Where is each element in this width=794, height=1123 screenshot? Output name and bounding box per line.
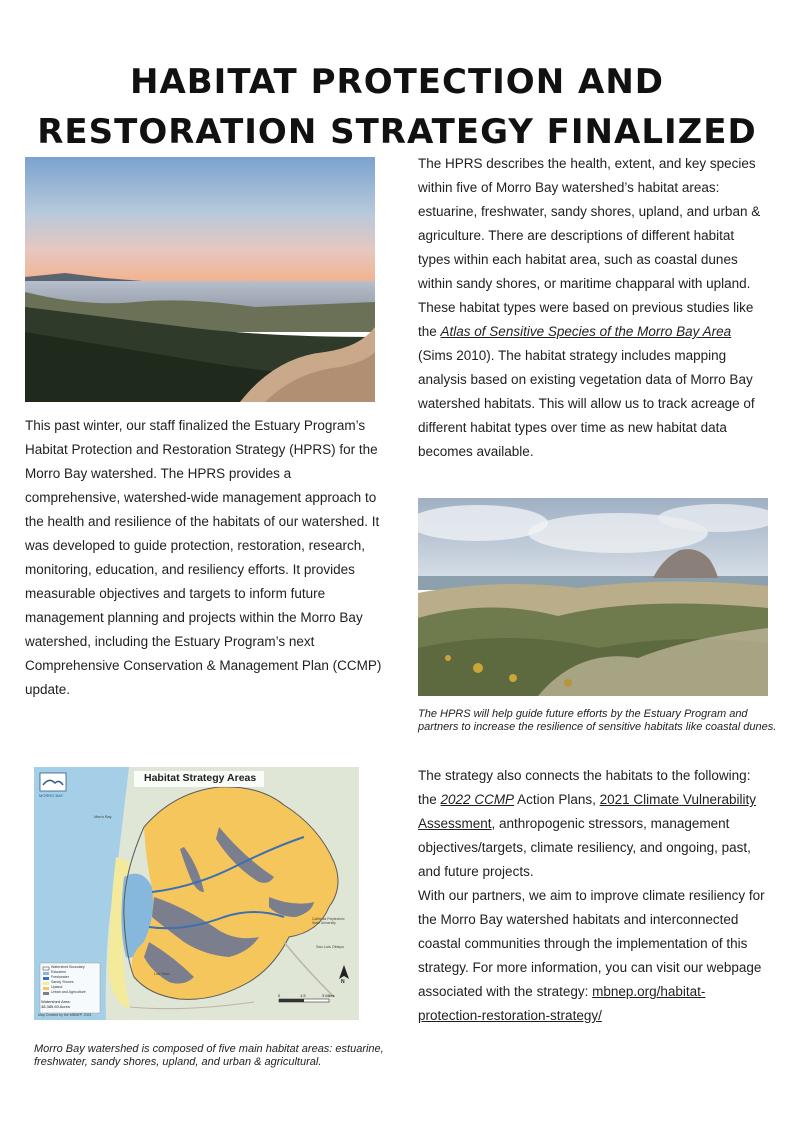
- legend-sandy-shores: Sandy Shores: [51, 980, 74, 984]
- connections-text-2: Action Plans,: [514, 792, 600, 807]
- partners-paragraph: [418, 884, 768, 1028]
- hprs-description-text-cont: (Sims 2010). The habitat strategy includes mapping analysis based on existing vegetation data of Morro Bay watershed habitats. This will allow us to track acreage of different habitat types over time as new habitat data becomes available.: [418, 348, 755, 459]
- legend-urban-ag: Urban and Agriculture: [51, 990, 86, 994]
- coastal-dunes-photo: [418, 498, 768, 696]
- place-label-slo: San Luis Obispo: [316, 945, 344, 949]
- watershed-area-label: Watershed Area:: [41, 999, 71, 1004]
- map-legend: [51, 965, 101, 995]
- place-label-los-osos: Los Osos: [154, 972, 171, 976]
- ccmp-2022-link[interactable]: 2022 CCMP: [440, 792, 515, 807]
- climate-vulnerability-link[interactable]: 2021 Climate Vulnerability Assessment: [418, 792, 756, 831]
- north-arrow-label: N: [341, 979, 345, 985]
- mbnep-logo-text: MORRO BAY: [39, 793, 64, 798]
- watershed-area: [41, 999, 71, 1009]
- legend-freshwater: Freshwater: [51, 975, 69, 979]
- legend-estuarine: Estuarine: [51, 970, 67, 974]
- scale-label-1-5: 1.5: [300, 993, 306, 998]
- legend-watershed-boundary: Watershed Boundary: [51, 965, 85, 969]
- habitat-strategy-map: [34, 767, 359, 1020]
- place-label-morro-bay: Morro Bay: [94, 815, 112, 819]
- map-title: Habitat Strategy Areas: [144, 772, 257, 784]
- partners-text: With our partners, we aim to improve climate resiliency for the Morro Bay watershed habitats and interconnected coastal communities through the implementation of this strategy. For more information, you can visit our webpage associated with the strategy:: [418, 888, 765, 999]
- hprs-webpage-link[interactable]: mbnep.org/habitat-protection-restoration-strategy/: [418, 984, 706, 1023]
- hprs-description-text: The HPRS describes the health, extent, and key species within five of Morro Bay watershed’s habitat areas: estuarine, freshwater, sandy shores, upland, and urban & agriculture. There are descriptions of different habitat types within each habitat area, such as coastal dunes within sandy shores, or maritime chapparal with upland. These habitat types were based on previous studies like the: [418, 156, 761, 339]
- place-label-cal-poly: California Polytechnic State University: [312, 917, 345, 925]
- strategy-connections-paragraph: [418, 764, 768, 884]
- scale-label-3-miles: 3 Miles: [322, 993, 335, 998]
- scale-label-0: 0: [278, 993, 281, 998]
- intro-paragraph: This past winter, our staff finalized the Estuary Program’s Habitat Protection and Restoration Strategy (HPRS) for the Morro Bay watershed. The HPRS provides a comprehensive, watershed-wide management approach to the health and resilience of the habitats of our watershed. It was developed to guide protection, restoration, research, monitoring, education, and resiliency efforts. It provides measurable objectives and targets to inform future management planning and projects within the Morro Bay watershed, including the Estuary Program’s next Comprehensive Conservation & Management Plan (CCMP) update.: [25, 418, 382, 697]
- page-title: HABITAT PROTECTION AND RESTORATION STRATEGY FINALIZED: [37, 61, 757, 152]
- hprs-description-paragraph: [418, 152, 768, 464]
- connections-text-1: The strategy also connects the habitats to the following: the: [418, 768, 751, 807]
- watershed-area-value: 48,385.60 Acres: [41, 1004, 70, 1009]
- legend-upland: Upland: [51, 985, 63, 989]
- sunset-bay-photo: [25, 157, 375, 402]
- dunes-caption: The HPRS will help guide future efforts by the Estuary Program and partners to increase the resilience of sensitive habitats like coastal dunes.: [418, 708, 777, 733]
- map-caption: Morro Bay watershed is composed of five main habitat areas: estuarine, freshwater, sandy shores, upland, and urban & agricultural.: [34, 1043, 384, 1068]
- map-credit: Map Created by the MBNEP, 2024: [38, 1013, 92, 1017]
- connections-text-3: , anthropogenic stressors, management objectives/targets, climate resiliency, and ongoing, past, and future projects.: [418, 816, 751, 879]
- atlas-sensitive-species-link[interactable]: Atlas of Sensitive Species of the Morro Bay Area: [440, 324, 732, 339]
